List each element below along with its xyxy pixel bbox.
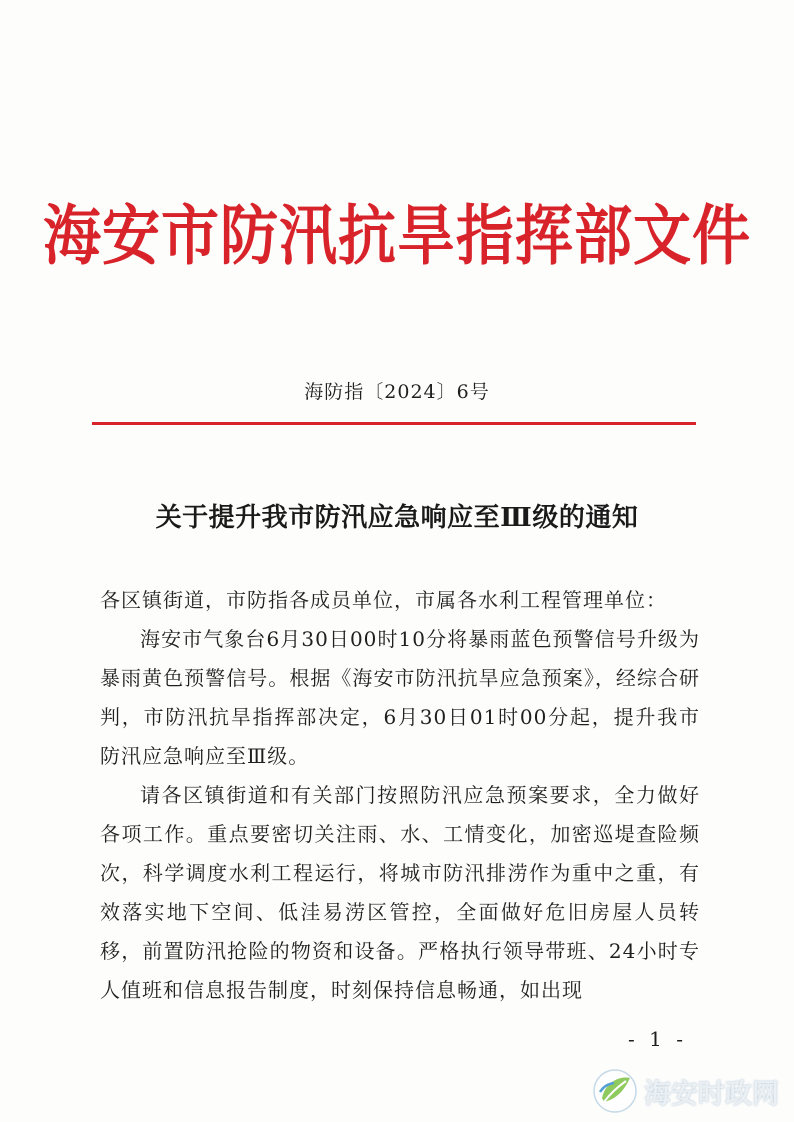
page-number: - 1 - <box>628 1027 687 1051</box>
paragraph-2: 请各区镇街道和有关部门按照防汛应急预案要求，全力做好各项工作。重点要密切关注雨、水、工情变化，加密巡堤查险频次，科学调度水利工程运行，将城市防汛排涝作为重中之重，有效落实地下空间、低洼易涝区管控，全面做好危旧房屋人员转移，前置防汛抢险的物资和设备。严格执行领导带班、24小时专人值班和信息报告制度，时刻保持信息畅通，如出现 <box>100 783 700 1002</box>
red-separator-line <box>92 422 696 425</box>
watermark <box>592 1062 792 1120</box>
watermark-text: 海安时政网 <box>644 1078 779 1110</box>
letterhead-title: 海安市防汛抗旱指挥部文件 <box>42 197 751 274</box>
notice-title: 关于提升我市防汛应急响应至Ⅲ级的通知 <box>155 503 639 533</box>
salutation: 各区镇街道，市防指各成员单位，市属各水利工程管理单位： <box>100 588 667 612</box>
notice-body <box>100 581 700 1010</box>
leaf-logo-icon <box>592 1068 638 1114</box>
paragraph-1: 海安市气象台6月30日00时10分将暴雨蓝色预警信号升级为暴雨黄色预警信号。根据《海安市防汛抗旱应急预案》，经综合研判，市防汛抗旱指挥部决定，6月30日01时00分起，提升我市防汛应急响应至Ⅲ级。 <box>100 627 700 768</box>
document-number: 海防指〔2024〕6号 <box>304 381 490 403</box>
